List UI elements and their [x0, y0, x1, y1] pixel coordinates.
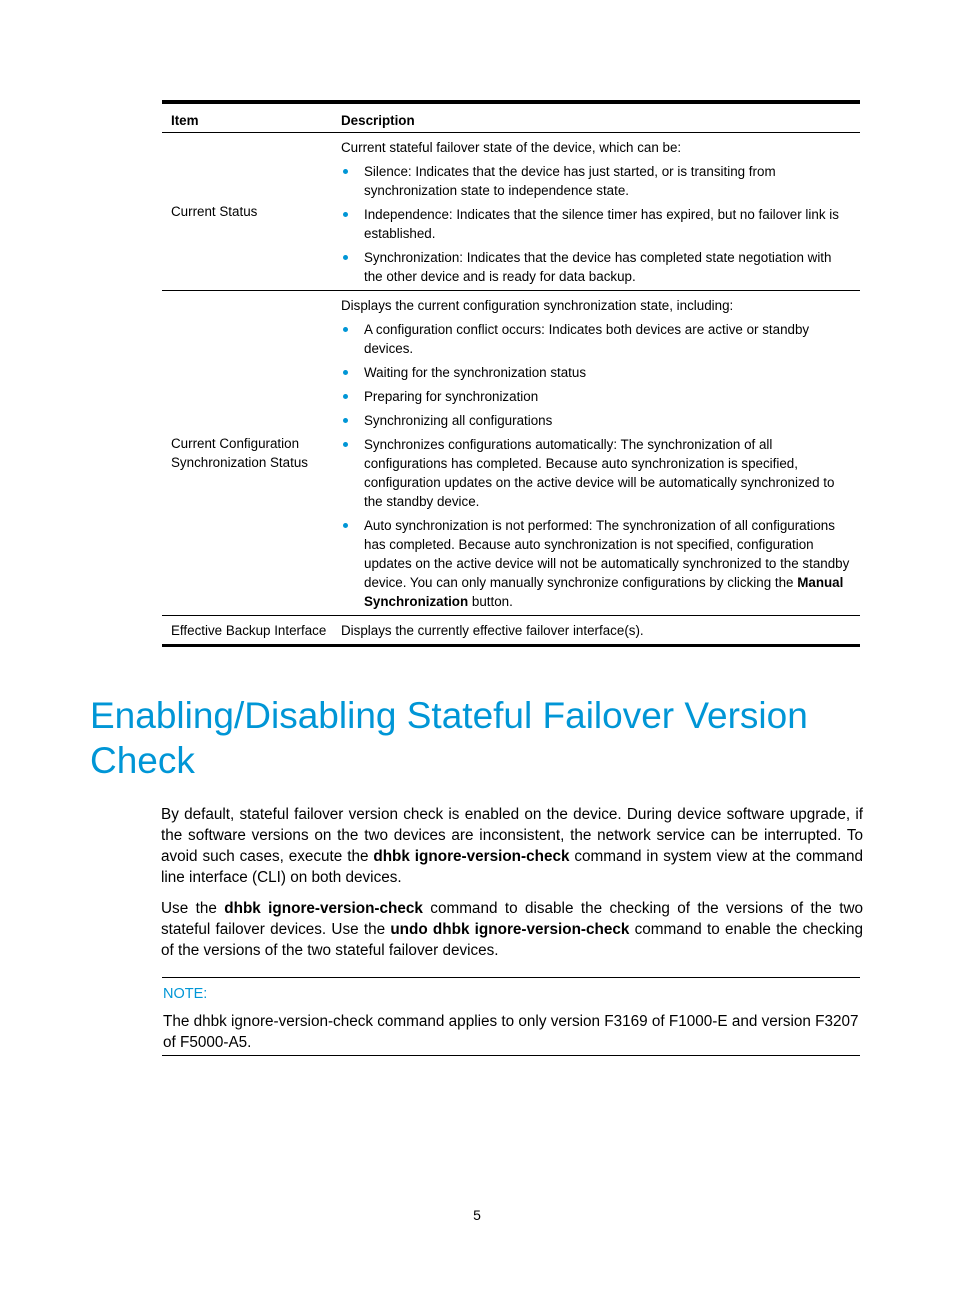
- paragraph-text: By default, stateful failover version check is enabled on the device. During device software upgrade, if the software versions on the two devices are inconsistent, the network service can be interrupted. To avoid such cases, execute the: [161, 806, 863, 865]
- list-item: [341, 516, 852, 611]
- row-description: [341, 133, 860, 290]
- list-item: Independence: Indicates that the silence timer has expired, but no failover link is established.: [341, 205, 852, 243]
- table-row: [162, 615, 860, 644]
- row-item-config-sync-status: Current Configuration Synchronization Status: [171, 436, 308, 470]
- note-label: NOTE:: [163, 986, 208, 1002]
- header-item: Item: [171, 113, 199, 128]
- paragraph-text: command in system view at the command line interface (CLI) on both devices.: [161, 848, 863, 886]
- note-text: [163, 1011, 860, 1053]
- list-item: Preparing for synchronization: [341, 387, 852, 406]
- description-intro: Current stateful failover state of the device, which can be:: [341, 140, 682, 155]
- page-number: 5: [473, 1207, 481, 1223]
- note-text-part: The: [163, 1013, 194, 1030]
- command-text: dhbk ignore-version-check: [373, 848, 570, 865]
- list-item: A configuration conflict occurs: Indicates both devices are active or standby devices.: [341, 320, 852, 358]
- list-item: Silence: Indicates that the device has just started, or is transiting from synchronization state to independence state.: [341, 162, 852, 200]
- description-intro: Displays the current configuration synchronization state, including:: [341, 298, 734, 313]
- row-description: Displays the currently effective failover interface(s).: [341, 623, 644, 638]
- section-heading: Enabling/Disabling Stateful Failover Version Check: [90, 695, 808, 781]
- table-header-row: [162, 104, 860, 133]
- row-description: [341, 291, 860, 615]
- note-box: [162, 977, 860, 1056]
- command-text: undo dhbk ignore-version-check: [390, 921, 630, 938]
- command-text: dhbk ignore-version-check: [224, 900, 423, 917]
- paragraph: [161, 804, 863, 888]
- manual-sync-label: Manual Synchronization: [364, 575, 844, 609]
- bullet-text: Auto synchronization is not performed: The synchronization of all configurations has completed. Because auto synchronization is not specified, configuration updates on the active device will not be automatically synchronized to the standby device. You can only manually synchronize configurations by clicking the: [364, 518, 850, 590]
- list-item: Synchronizing all configurations: [341, 411, 852, 430]
- paragraph-text: command to enable the checking of the versions of the two stateful failover devices.: [161, 921, 864, 959]
- list-item: Waiting for the synchronization status: [341, 363, 852, 382]
- note-text-part: command applies to only version F3169 of F1000-E and version F3207 of F5000-A5.: [163, 1013, 859, 1051]
- list-item: Synchronizes configurations automatically: The synchronization of all configurations has completed. Because auto synchronization is specified, configuration updates on the active device will be automatically synchronized to the standby device.: [341, 435, 852, 511]
- table-row: [162, 290, 860, 615]
- status-table: [162, 100, 860, 647]
- note-command: dhbk ignore-version-check: [193, 1013, 374, 1030]
- row-item-backup-interface: Effective Backup Interface: [171, 622, 327, 638]
- paragraph-text: command to disable the checking of the versions of the two stateful failover devices. Use the: [161, 900, 864, 938]
- row-item-current-status: Current Status: [171, 204, 258, 219]
- paragraph: [161, 898, 863, 961]
- bullet-text: button.: [468, 594, 513, 609]
- paragraph-text: Use the: [161, 900, 225, 917]
- table-row: [162, 133, 860, 290]
- list-item: Synchronization: Indicates that the device has completed state negotiation with the other device and is ready for data backup.: [341, 248, 852, 286]
- header-description: Description: [341, 113, 415, 128]
